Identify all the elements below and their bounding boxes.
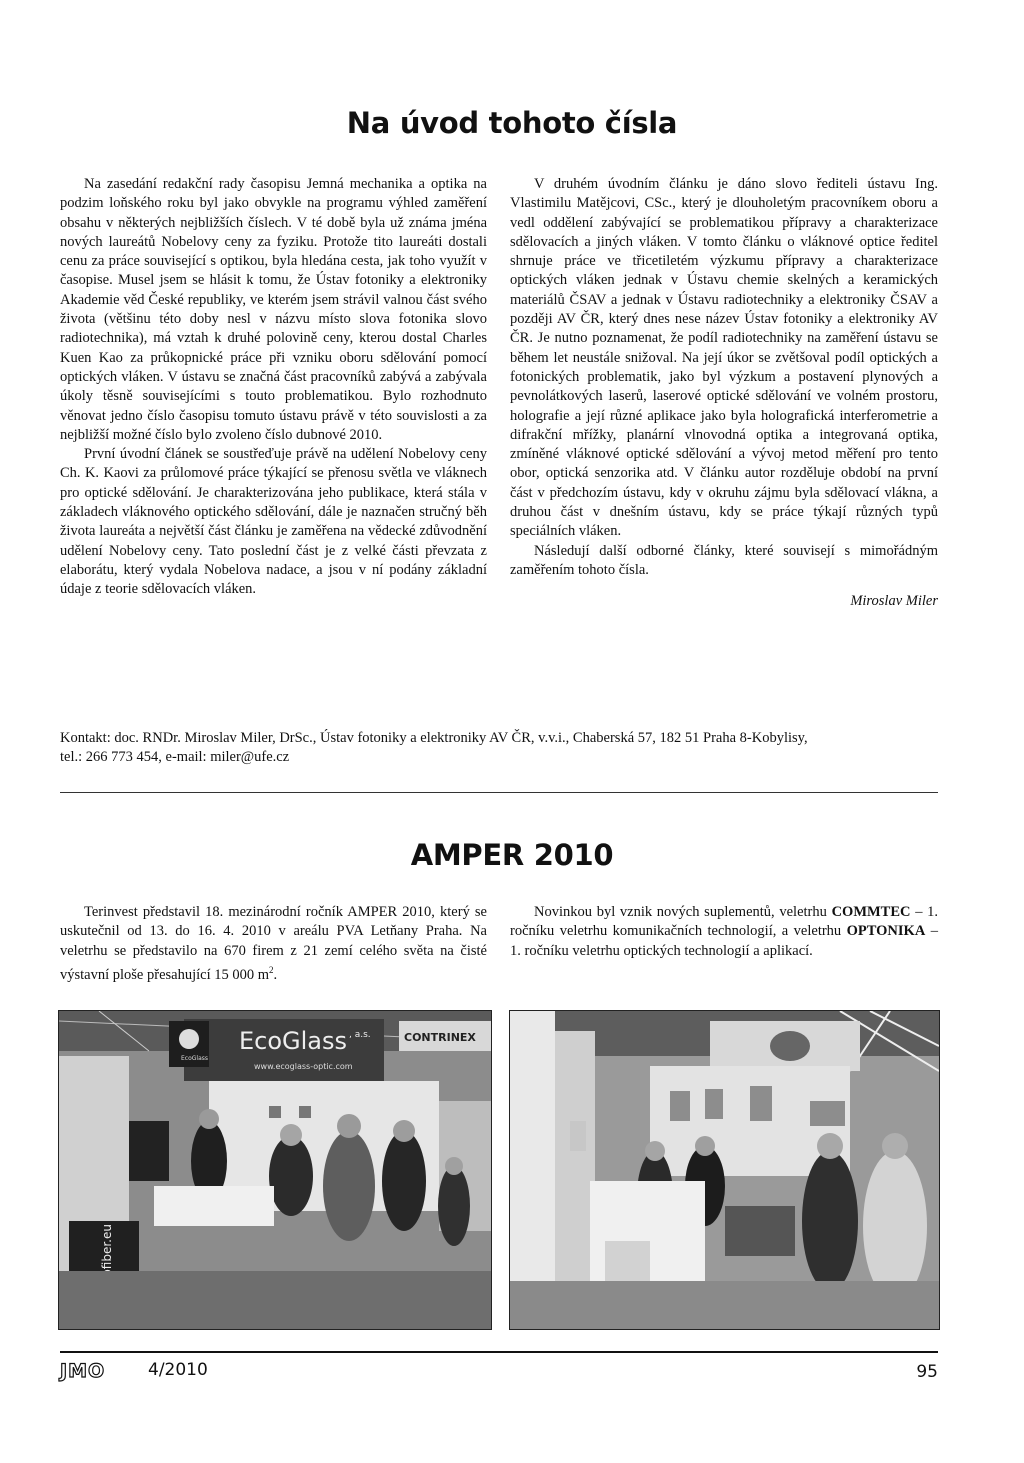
author-signature: Miroslav Miler xyxy=(850,593,938,610)
booth-sign-url: www.ecoglass-optic.com xyxy=(254,1062,353,1071)
photo-exhibition-booth xyxy=(509,1010,940,1330)
booth-badge-text: EcoGlass xyxy=(181,1055,209,1062)
article-right-column xyxy=(510,175,938,612)
paragraph: Na zasedání redakční rady časopisu Jemná mechanika a optika na podzim loňského roku byl jako obvykle na programu výhled zaměření obsahu v některých nejbližších číslech. V té době byla už známa jména nových laureátů Nobelovy ceny za fyziku. Protože tito laureáti dostali cenu za práce související s optikou, byla hledána cesta, jak toho využít v časopise. Musel jsem se hlásit k tomu, že Ústav fotoniky a elektroniky Akademie věd České republiky, ve kterém jsem strávil valnou část svého života (většinu této doby nesl v názvu místo slova fotonika slovo radiotechnika), má vztah k druhé polovině ceny, kterou dostal Charles Kuen Kao za průkopnické práce při vzniku oboru sdělování pomocí optických vláken. V ústavu se značná část pracovníků zabývá a zabývala úkoly těsně souvisejícími s touto problematikou. Bylo rozhodnuto věnovat jedno číslo časopisu tomuto ústavu právě v této souvislosti a za nejbližší možné číslo bylo zvoleno číslo dubnové 2010. xyxy=(60,176,487,443)
page-number: 95 xyxy=(916,1362,938,1382)
booth-sign-suffix: , a.s. xyxy=(349,1030,371,1040)
article-title: AMPER 2010 xyxy=(410,838,614,872)
paragraph: První úvodní článek se soustřeďuje právě na udělení Nobelovy ceny Ch. K. Kaovi za průlomové práce týkající se přenosu světla ve vláknech pro optické sdělování. Je charakterizována jeho publikace, která stála v základech vláknového optického sdělování, dále je naznačen stručný běh života laureáta a největší část článku je zaměřena na vědecké zdůvodnění udělení Nobelovy ceny. Tato poslední část je z velké části převzata z elaborátu, který vydala Nobelova nadace, a jsou v ní podány základní údaje z teorie sdělovacích vláken. xyxy=(60,446,487,598)
superscript: 2 xyxy=(269,964,274,975)
paragraph: V druhém úvodním článku je dáno slovo řediteli ústavu Ing. Vlastimilu Matějcovi, CSc., který je dlouholetým pracovníkem oboru a vedl oddělení zabývající se problematikou přípravy a charakterizace sdělovacích a jiných vláken. V tomto článku o vláknové optice ředitel shrnuje práce ve třicetiletém výzkumu přípravy a charakterizace optických vláken jednak v Ústavu chemie skelných a keramických materiálů ČSAV a jednak v Ústavu radiotechniky a elektroniky ČSAV a později AV ČR, který dnes nese název Ústav fotoniky a elektroniky AV ČR. Je nutno poznamenat, že podíl radiotechniky na zaměření ústavu se během let neustále snižoval. Na její úkor se zvětšoval podíl optických a fotonických problematik, jako byl výzkum a postavení plynových a pevnolátkových laserů, laserové optické sdělování ve volném prostoru, holografie a její různé aplikace jako byla holografická interferometrie a difrakční mřížky, planární vlnovodná optika a integrovaná optika, zmíněné vláknové optické sdělování a vývoj metod měření pro tento obor, optická senzorika atd. V článku autor rozděluje období na první část v předchozím ústavu, kdy v okruhu zájmu byla sdělovací vlákna, a druhou část v dnešním ústavu, kdy se práce týkají různých typů speciálních vláken. xyxy=(510,176,938,540)
article-right-column xyxy=(510,903,938,961)
section-divider xyxy=(60,792,938,793)
article-title: Na úvod tohoto čísla xyxy=(346,106,678,140)
booth-sign-contrinex: CONTRINEX xyxy=(404,1031,476,1044)
journal-logo: JMO xyxy=(60,1360,106,1382)
paragraph xyxy=(510,903,938,961)
contact-info xyxy=(60,729,938,767)
paragraph-text: – 1. ročníku veletrhu komunikačních technologií, a veletrhu xyxy=(510,904,939,940)
booth-sign-brand: EcoGlass xyxy=(239,1027,348,1055)
contact-line: tel.: 266 773 454, e-mail: miler@ufe.cz xyxy=(60,749,290,765)
paragraph xyxy=(60,903,487,985)
article-left-column xyxy=(60,175,487,600)
article-left-column xyxy=(60,903,487,985)
paragraph: Následují další odborné články, které souvisejí s mimořádným zaměřením tohoto čísla. xyxy=(510,542,938,578)
paragraph-text: Novinkou byl vznik nových suplementů, veletrhu xyxy=(534,904,832,920)
issue-number: 4/2010 xyxy=(148,1360,208,1380)
paragraph-text: – 1. ročníku veletrhu optických technologií a aplikací. xyxy=(510,923,938,959)
bold-term: OPTONIKA xyxy=(846,923,926,940)
bold-term: COMMTEC xyxy=(831,904,911,920)
paragraph-end: . xyxy=(273,966,278,983)
contact-line: Kontakt: doc. RNDr. Miroslav Miler, DrSc., Ústav fotoniky a elektroniky AV ČR, v.v.i., Chaberská 57, 182 51 Praha 8-Kobylisy, xyxy=(60,730,808,746)
footer-rule xyxy=(60,1351,938,1353)
photo-ecoglass-booth xyxy=(58,1010,492,1330)
paragraph-text: Terinvest představil 18. mezinárodní ročník AMPER 2010, který se uskutečnil od 13. do 16. 4. 2010 v areálu PVA Letňany Praha. Na veletrhu se představilo na 670 firem z 21 zemí celého světa na čisté výstavní ploše přesahující 15 000 m xyxy=(60,904,487,983)
